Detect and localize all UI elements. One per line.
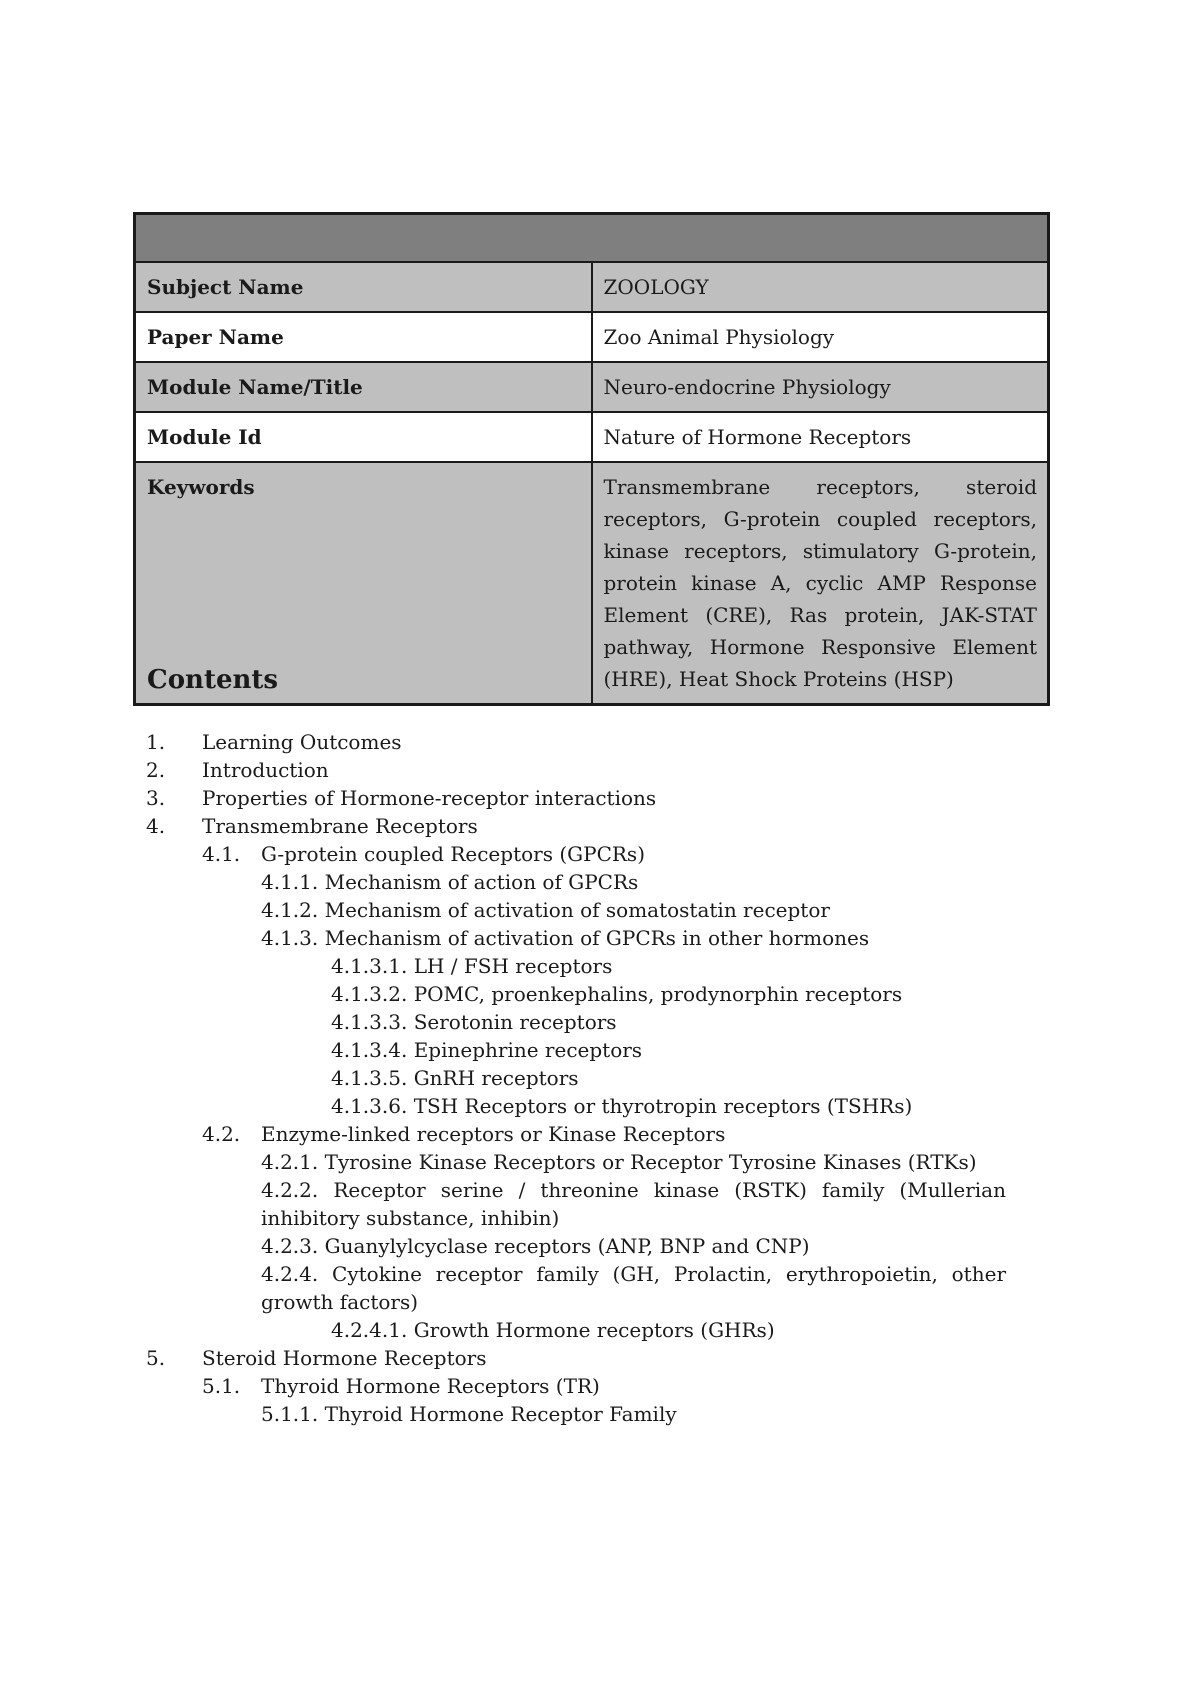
toc-item-text: Tyrosine Kinase Receptors or Receptor Tyrosine Kinases (RTKs): [324, 1150, 977, 1174]
table-row-module-title: [135, 362, 1049, 412]
toc-item-text: Cytokine receptor family (GH, Prolactin, erythropoietin, other growth factors): [261, 1262, 1006, 1314]
row-value: Zoo Animal Physiology: [592, 312, 1049, 362]
toc-item: [0, 1372, 1200, 1400]
contents-heading: Contents: [147, 665, 279, 695]
table-header-cell: [135, 214, 1049, 263]
toc-item: [0, 1008, 1200, 1036]
toc-item: [0, 728, 1200, 756]
toc-item-number: 5.1.: [202, 1374, 241, 1398]
toc-item: [0, 1120, 1200, 1148]
row-label: Keywords: [135, 462, 592, 705]
table-of-contents: [0, 728, 1200, 1428]
toc-item: [0, 1148, 1006, 1176]
toc-item: [0, 1036, 1200, 1064]
row-value: Transmembrane receptors, steroid receptors, G-protein coupled receptors, kinase receptors, stimulatory G-protein, protein kinase A, cyclic AMP Response Element (CRE), Ras protein, JAK-STAT pathway, Hormone Responsive Element (HRE), Heat Shock Proteins (HSP): [592, 462, 1049, 705]
toc-item-number: 5.1.1.: [261, 1402, 319, 1426]
toc-item-text: Introduction: [202, 758, 329, 782]
toc-item: [0, 952, 1200, 980]
toc-item-text: POMC, proenkephalins, prodynorphin receptors: [413, 982, 903, 1006]
toc-item-number: 4.1.3.6.: [331, 1094, 408, 1118]
row-value: Nature of Hormone Receptors: [592, 412, 1049, 462]
toc-item-number: 2.: [146, 758, 166, 782]
toc-item-text: Enzyme-linked receptors or Kinase Receptors: [261, 1122, 726, 1146]
toc-item-text: Epinephrine receptors: [413, 1038, 643, 1062]
toc-item-number: 5.: [146, 1346, 166, 1370]
toc-item-text: Transmembrane Receptors: [202, 814, 478, 838]
module-info-table: [133, 212, 1050, 706]
toc-item-text: Thyroid Hormone Receptors (TR): [261, 1374, 600, 1398]
toc-item-number: 4.: [146, 814, 166, 838]
toc-item: [0, 812, 1200, 840]
toc-item-number: 4.2.2.: [261, 1178, 319, 1202]
row-label: Paper Name: [135, 312, 592, 362]
table-row-subject: [135, 262, 1049, 312]
row-label: Subject Name: [135, 262, 592, 312]
toc-item-text: TSH Receptors or thyrotropin receptors (TSHRs): [413, 1094, 913, 1118]
toc-item-text: Guanylylcyclase receptors (ANP, BNP and CNP): [324, 1234, 810, 1258]
toc-item: [0, 1092, 1200, 1120]
toc-item-text: Properties of Hormone-receptor interactions: [202, 786, 657, 810]
toc-item: [0, 784, 1200, 812]
toc-item-number: 4.2.4.: [261, 1262, 319, 1286]
toc-item-number: 1.: [146, 730, 166, 754]
toc-item-text: Receptor serine / threonine kinase (RSTK) family (Mullerian inhibitory substance, inhibin): [261, 1178, 1006, 1230]
toc-item: [0, 1064, 1200, 1092]
toc-item-number: 4.2.1.: [261, 1150, 319, 1174]
toc-item-number: 4.2.4.1.: [331, 1318, 408, 1342]
toc-item: [0, 868, 1006, 896]
toc-item: [0, 1316, 1200, 1344]
toc-item: [0, 756, 1200, 784]
toc-item-number: 4.1.3.4.: [331, 1038, 408, 1062]
toc-item: [0, 896, 1006, 924]
toc-item-text: Serotonin receptors: [413, 1010, 617, 1034]
toc-item-number: 4.1.3.1.: [331, 954, 408, 978]
toc-item: [0, 840, 1200, 868]
row-label: Module Id: [135, 412, 592, 462]
row-label: Module Name/Title: [135, 362, 592, 412]
toc-item-number: 4.1.2.: [261, 898, 319, 922]
toc-item-number: 4.1.3.5.: [331, 1066, 408, 1090]
toc-item-text: Thyroid Hormone Receptor Family: [324, 1402, 677, 1426]
table-row-module-id: [135, 412, 1049, 462]
toc-item-number: 4.1.: [202, 842, 241, 866]
toc-item-text: G-protein coupled Receptors (GPCRs): [261, 842, 645, 866]
toc-item: [0, 1344, 1200, 1372]
toc-item: [0, 1176, 1006, 1232]
table-header-bar: [135, 214, 1049, 263]
row-value: ZOOLOGY: [592, 262, 1049, 312]
toc-item-text: LH / FSH receptors: [413, 954, 613, 978]
toc-item: [0, 924, 1006, 952]
toc-item-text: Growth Hormone receptors (GHRs): [413, 1318, 775, 1342]
toc-item: [0, 1400, 1006, 1428]
toc-item-number: 4.1.3.3.: [331, 1010, 408, 1034]
toc-item-number: 4.2.3.: [261, 1234, 319, 1258]
toc-item: [0, 1232, 1006, 1260]
toc-item-text: Mechanism of action of GPCRs: [324, 870, 639, 894]
toc-item-text: Mechanism of activation of somatostatin receptor: [324, 898, 830, 922]
toc-item-number: 4.1.3.: [261, 926, 319, 950]
toc-item-text: Learning Outcomes: [202, 730, 402, 754]
toc-item-number: 4.2.: [202, 1122, 241, 1146]
toc-item-text: GnRH receptors: [413, 1066, 579, 1090]
row-value: Neuro-endocrine Physiology: [592, 362, 1049, 412]
toc-item-number: 4.1.3.2.: [331, 982, 408, 1006]
table-row-paper: [135, 312, 1049, 362]
toc-item-text: Mechanism of activation of GPCRs in other hormones: [324, 926, 870, 950]
toc-item: [0, 1260, 1006, 1316]
toc-item-number: 4.1.1.: [261, 870, 319, 894]
toc-item-text: Steroid Hormone Receptors: [202, 1346, 487, 1370]
toc-item: [0, 980, 1200, 1008]
toc-item-number: 3.: [146, 786, 166, 810]
